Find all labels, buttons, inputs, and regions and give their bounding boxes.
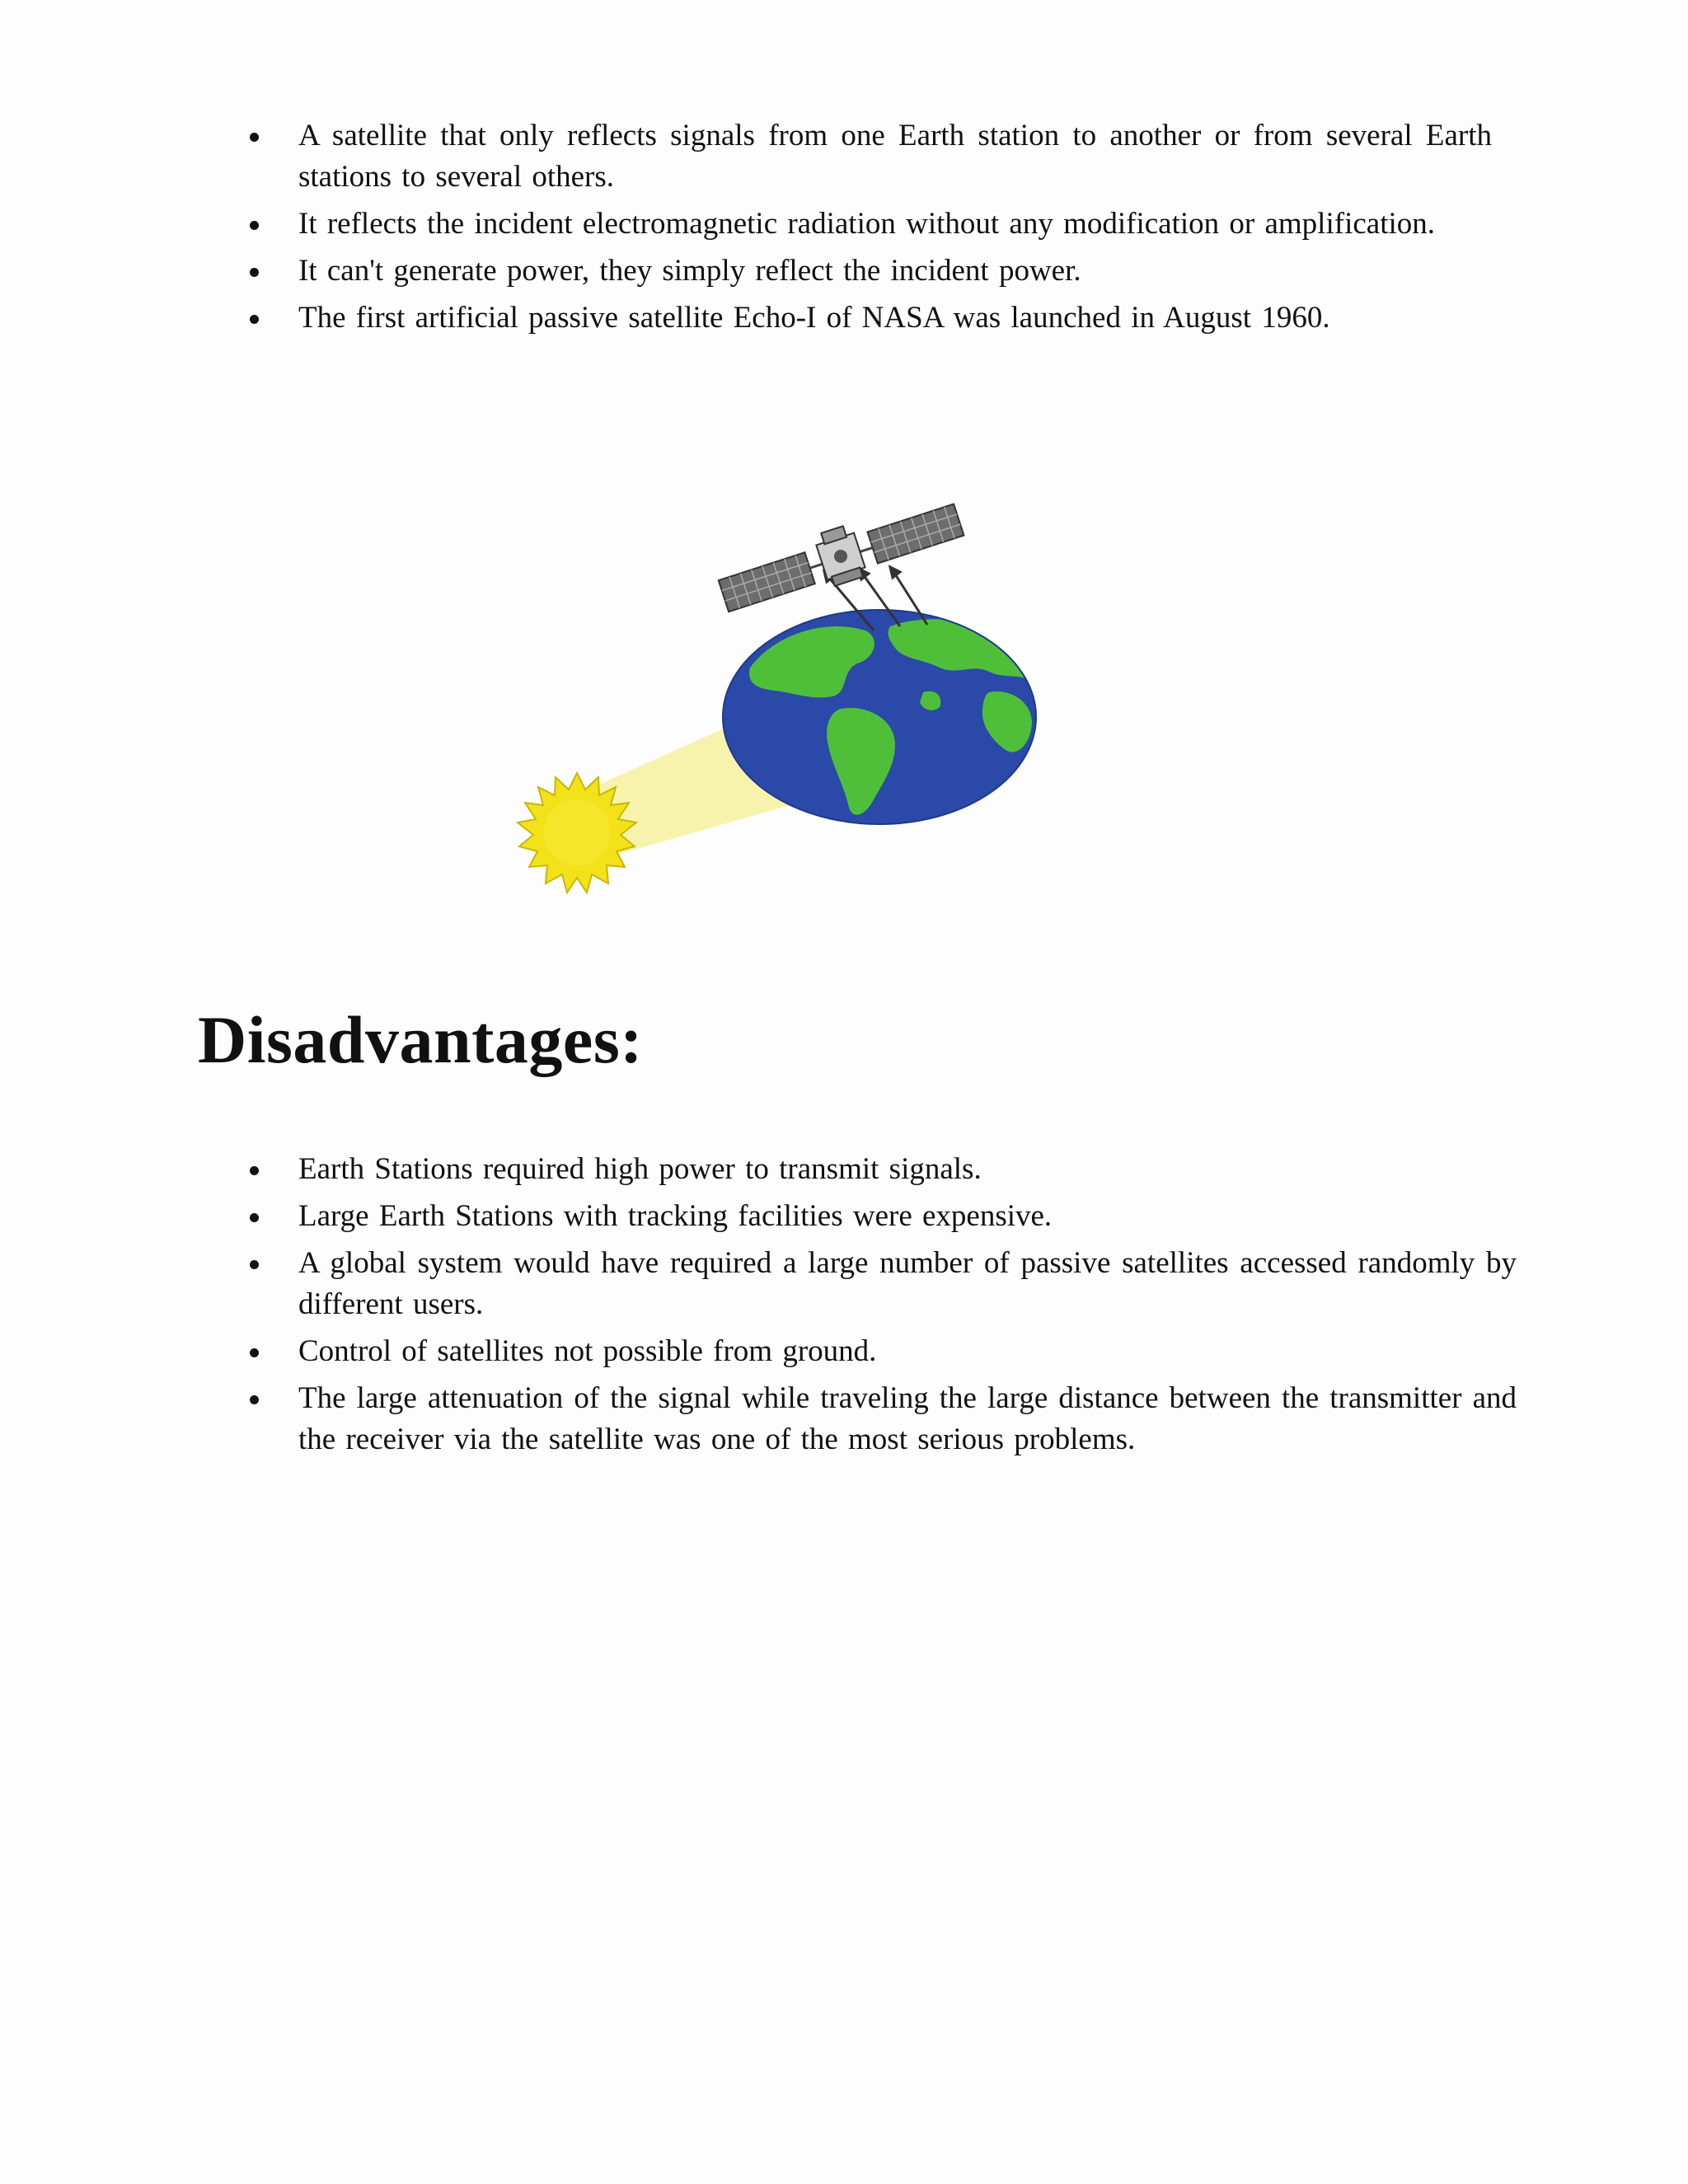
disadvantages-heading: Disadvantages: bbox=[198, 1002, 644, 1077]
list-item: A global system would have required a large number of passive satellites accessed randomly by different users. bbox=[247, 1243, 1517, 1325]
passive-satellite-illustration bbox=[478, 494, 1220, 956]
passive-satellite-list bbox=[247, 115, 1492, 344]
list-item: Control of satellites not possible from ground. bbox=[247, 1331, 1517, 1372]
list-item: Large Earth Stations with tracking facilities were expensive. bbox=[247, 1196, 1517, 1237]
list-item: The large attenuation of the signal while traveling the large distance between the transmitter and the receiver via the satellite was one of the most serious problems. bbox=[247, 1378, 1517, 1460]
list-item: A satellite that only reflects signals from one Earth station to another or from several Earth stations to several others. bbox=[247, 115, 1492, 198]
disadvantages-list bbox=[247, 1149, 1517, 1466]
list-item: Earth Stations required high power to transmit signals. bbox=[247, 1149, 1517, 1190]
earth-icon bbox=[723, 610, 1037, 824]
list-item: The first artificial passive satellite Echo-I of NASA was launched in August 1960. bbox=[247, 298, 1492, 339]
list-item: It can't generate power, they simply reflect the incident power. bbox=[247, 251, 1492, 292]
list-item: It reflects the incident electromagnetic radiation without any modification or amplification. bbox=[247, 204, 1492, 245]
satellite-icon bbox=[715, 494, 967, 620]
